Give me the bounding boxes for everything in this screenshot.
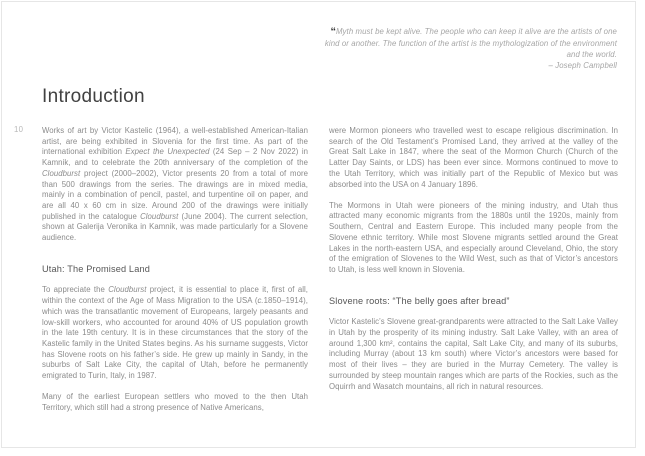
quote-text: Myth must be kept alive. The people who can keep it alive are the artists of one kind or another. The function of the artist is the mythologization of the environment and the world. [324, 27, 617, 59]
left-column [42, 126, 308, 424]
pull-quote [322, 26, 617, 71]
paragraph-mormon-pioneers: were Mormon pioneers who travelled west to escape religious discrimination. In search of the Old Testament’s Promised Land, they arrived at the valley of the Great Salt Lake in 1847, where the seat of the Mormon Church (Church of the Latter Day Saints, or LDS) has been ever since. Mormons continued to move to the Utah Territory, which was initially part of the Republic of Mexico but was absorbed into the USA on 4 January 1896. [329, 126, 618, 189]
paragraph-intro-exhibition: Works of art by Victor Kastelic (1964), a well-established American-Italian artist, are being exhibited in Slovenia for the first time. As part of the international exhibition Expect the Unexpected (24 Sep – 2 Nov 2022) in Kamnik, and to celebrate the 20th anniversary of the completion of the Cloudburst project (2000–2002), Victor presents 20 from a total of more than 500 drawings from the series. The drawings are in mixed media, mainly in a combination of pencil, pastel, and turpentine oil on paper, and are all 40 x 60 cm in size. Around 200 of the drawings were initially published in the catalogue Cloudburst (June 2004). The current selection, shown at Galerija Veronika in Kamnik, was made particularly for a Slovene audience. [42, 126, 308, 243]
text-columns [42, 126, 618, 424]
right-column [329, 126, 618, 424]
paragraph-great-grandparents: Victor Kastelic’s Slovene great-grandparents were attracted to the Salt Lake Valley in Utah by the prosperity of its mining industry. Salt Lake Valley, with an area of around 1,300 km², contains the capital, Salt Lake City, and many of its suburbs, including Murray (about 13 km south) where Victor’s ancestors were based for most of their lives – they are buried in the Murray Cemetery. The valley is surrounded by steep mountain ranges which are parts of the Rockies, such as the Oquirrh and Wasatch mountains, all rich in natural resources. [329, 317, 618, 391]
section-heading-utah: Utah: The Promised Land [42, 263, 150, 274]
page-title: Introduction [42, 86, 145, 107]
paragraph-mass-migration: To appreciate the Cloudburst project, it is essential to place it, first of all, within the context of the Age of Mass Migration to the USA (c.1850–1914), which was the transatlantic movement of Europeans, largely peasants and low-skill workers, who accounted for around 40% of US population growth in the late 19th century. It is in these circumstances that the story of the Kastelic family in the United States begins. As his surname suggests, Victor has Slovene roots on his father’s side. He grew up mainly in Sandy, in the suburbs of Salt Lake City, the capital of Utah, before he permanently emigrated to Turin, Italy, in 1987. [42, 285, 308, 381]
paragraph-mining-migrants: The Mormons in Utah were pioneers of the mining industry, and Utah thus attracted many economic migrants from the 1880s until the 1920s, mainly from Southern, Central and Eastern Europe. This included many people from the Slovene ethnic territory. While most Slovene migrants settled around the Great Lakes in the north-eastern USA, and especially around Cleveland, Ohio, the story of the emigration of Slovenes to the Wild West, such as that of Victor’s ancestors to Utah, is less well known in Slovenia. [329, 200, 618, 274]
quote-attribution: – Joseph Campbell [548, 61, 617, 70]
page-number: 10 [14, 125, 24, 134]
paragraph-early-settlers: Many of the earliest European settlers who moved to the then Utah Territory, which still had a strong presence of Native Americans, [42, 392, 308, 412]
quote-mark-icon: “ [330, 26, 335, 38]
section-heading-slovene-roots: Slovene roots: “The belly goes after bread” [329, 295, 510, 306]
